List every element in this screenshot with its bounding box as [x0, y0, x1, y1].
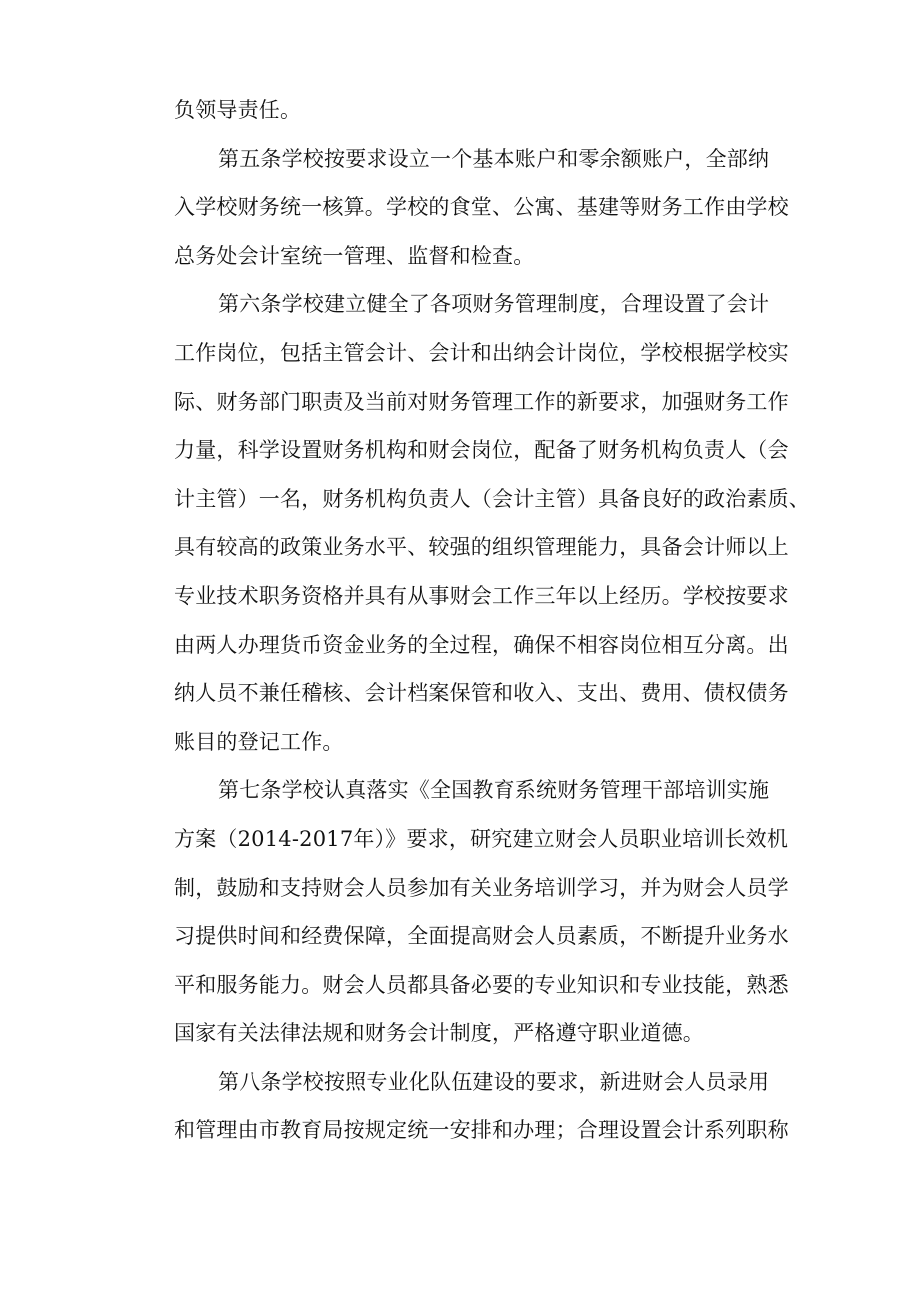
- article-6-start: 第六条学校建立健全了各项财务管理制度，合理设置了会计: [218, 292, 770, 317]
- text-line: 专业技术职务资格并具有从事财会工作三年以上经历。学校按要求: [174, 583, 789, 608]
- text-line: 方案（2014-2017年）》要求，研究建立财会人员职业培训长效机: [174, 826, 789, 851]
- text-line: 由两人办理货币资金业务的全过程，确保不相容岗位相互分离。出: [174, 632, 789, 657]
- text-line: 制，鼓励和支持财会人员参加有关业务培训学习，并为财会人员学: [174, 875, 789, 900]
- text-line: 计主管）一名，财务机构负责人（会计主管）具备良好的政治素质、: [174, 486, 810, 511]
- text-line: 国家有关法律法规和财务会计制度，严格遵守职业道德。: [174, 1021, 704, 1046]
- text-line: 总务处会计室统一管理、监督和检查。: [174, 243, 535, 268]
- article-7-start: 第七条学校认真落实《全国教育系统财务管理干部培训实施: [218, 778, 770, 803]
- text-line: 具有较高的政策业务水平、较强的组织管理能力，具备会计师以上: [174, 535, 789, 560]
- text-line: 账目的登记工作。: [174, 729, 344, 754]
- text-line: 和管理由市教育局按规定统一安排和办理；合理设置会计系列职称: [174, 1118, 789, 1143]
- text-line: 入学校财务统一核算。学校的食堂、公寓、基建等财务工作由学校: [174, 195, 789, 220]
- text-line: 平和服务能力。财会人员都具备必要的专业知识和专业技能，熟悉: [174, 972, 789, 997]
- text-line: 际、财务部门职责及当前对财务管理工作的新要求，加强财务工作: [174, 389, 789, 414]
- text-line: 负领导责任。: [174, 98, 302, 122]
- text-line: 纳人员不兼任稽核、会计档案保管和收入、支出、费用、债权债务: [174, 681, 789, 706]
- text-line: 力量，科学设置财务机构和财会岗位，配备了财务机构负责人（会: [174, 438, 789, 463]
- text-line: 习提供时间和经费保障，全面提高财会人员素质，不断提升业务水: [174, 924, 789, 949]
- article-5-start: 第五条学校按要求设立一个基本账户和零余额账户，全部纳: [218, 146, 770, 171]
- text-line: 工作岗位，包括主管会计、会计和出纳会计岗位，学校根据学校实: [174, 340, 789, 365]
- article-8-start: 第八条学校按照专业化队伍建设的要求，新进财会人员录用: [218, 1069, 770, 1094]
- body-text: [174, 92, 810, 1161]
